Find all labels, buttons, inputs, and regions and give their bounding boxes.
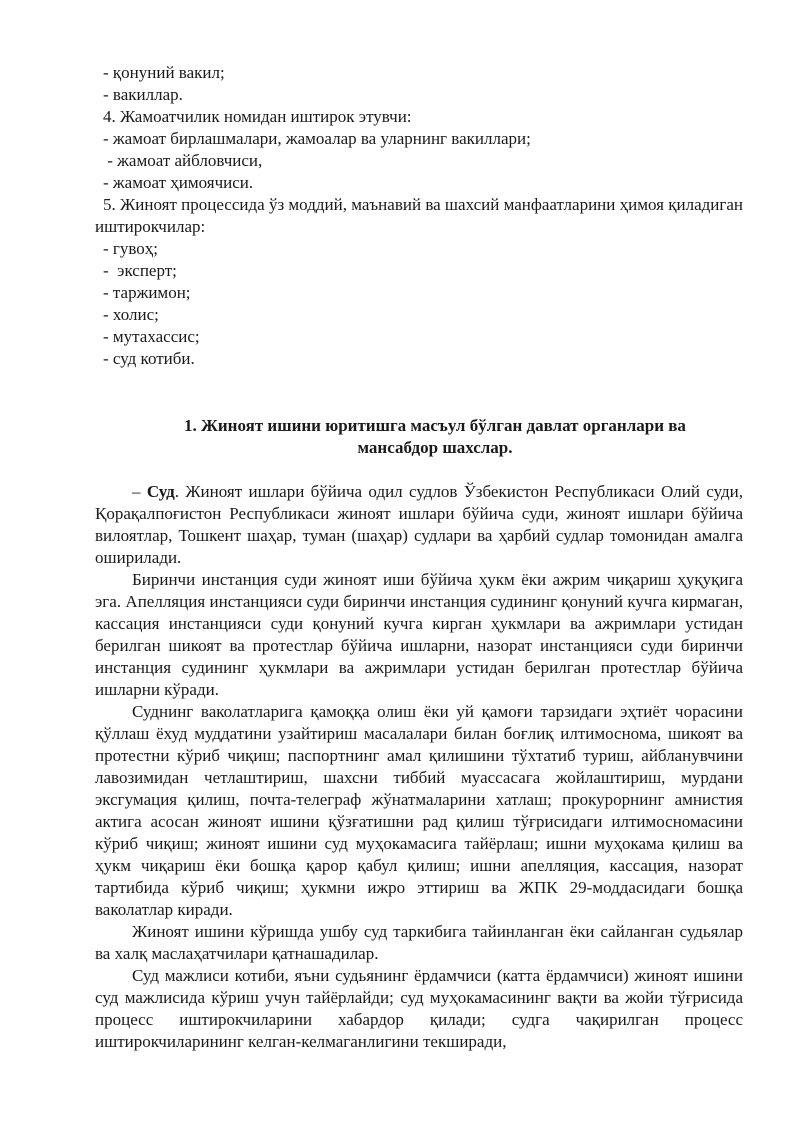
list-item: - вакиллар. bbox=[103, 85, 183, 104]
court-label: Суд bbox=[146, 482, 175, 501]
list-heading-4: 4. Жамоатчилик номидан иштирок этувчи: bbox=[103, 107, 412, 126]
list-item: - жамоат ҳимоячиси. bbox=[103, 173, 254, 192]
document-body bbox=[95, 62, 743, 1053]
list-item: - суд котиби. bbox=[103, 349, 195, 368]
paragraph: Биринчи инстанция суди жиноят иши бўйича ҳукм ёки ажрим чиқариш ҳуқуқига эга. Апелляция инстанцияси суди биринчи инстанция судининг қонуний кучга кирмаган, кассация инстанцияси суди қонуний кучга кирган ҳукмлари ва ажримлари устидан берилган шикоят ва протестлар бўйича ишларни, назорат инстанцияси суди биринчи инстанция судининг ҳукмлари ва ажримлари устидан берилган протестлар бўйича ишларни кўради. bbox=[95, 570, 743, 699]
list-heading-5: 5. Жиноят процессида ўз моддий, маънавий ва шахсий манфаатларини ҳимоя қиладиган иштирокчилар: bbox=[95, 195, 743, 236]
paragraph: Суднинг ваколатларига қамоққа олиш ёки уй қамоғи тарзидаги эҳтиёт чорасини қўллаш ёхуд муддатини узайтириш масалалари билан боғлиқ илтимоснома, шикоят ва протестни кўриб чиқиш; паспортнинг амал қилишини тўхтатиб туриш, айбланувчини лавозимидан четлаштириш, шахсни тиббий муассасага жойлаштириш, мурдани эксгумация қилиш, почта-телеграф жўнатмаларини хатлаш; прокурорнинг амнистия актига асосан жиноят ишини қўзғатишни рад қилиш тўғрисидаги илтимосномасини кўриб чиқиш; жиноят ишини суд муҳокамасига тайёрлаш; ишни муҳокама қилиш ва ҳукм чиқариш ёки бошқа қарор қабул қилиш; ишни апелляция, кассация, назорат тартибида кўриб чиқиш; ҳукмни ижро эттириш ва ЖПК 29-моддасидаги бошқа ваколатлар киради. bbox=[95, 702, 743, 919]
list-item: - жамоат бирлашмалари, жамоалар ва уларнинг вакиллари; bbox=[103, 129, 531, 148]
list-item: - таржимон; bbox=[103, 283, 191, 302]
section-heading: 1. Жиноят ишини юритишга масъул бўлган давлат органлари ва мансабдор шахслар. bbox=[184, 416, 686, 457]
court-text: . Жиноят ишлари бўйича одил судлов Ўзбекистон Республикаси Олий суди, Қорақалпоғистон Республикаси жиноят ишлари бўйича суди, жиноят ишлари бўйича вилоятлар, Тошкент шаҳар, туман (шаҳар) судлари ва ҳарбий судлар томонидан амалга оширилади. bbox=[95, 482, 743, 567]
spacer bbox=[95, 459, 743, 481]
list-item: - эксперт; bbox=[103, 261, 177, 280]
paragraph: Жиноят ишини кўришда ушбу суд таркибига тайинланган ёки сайланган судьялар ва халқ маслаҳатчилари қатнашадилар. bbox=[95, 922, 743, 963]
list-item: - холис; bbox=[103, 305, 159, 324]
paragraph: Суд мажлиси котиби, яъни судьянинг ёрдамчиси (катта ёрдамчиси) жиноят ишини суд мажлисида кўриш учун тайёрлайди; суд муҳокамасининг вақти ва жойи тўғрисида процесс иштирокчиларини хабардор қилади; судга чақирилган процесс иштирокчиларининг келган-келмаганлигини текширади, bbox=[95, 966, 743, 1051]
court-dash: – bbox=[132, 482, 147, 501]
list-item: - жамоат айбловчиси, bbox=[103, 151, 263, 170]
list-item: - мутахассис; bbox=[103, 327, 200, 346]
court-paragraph bbox=[95, 481, 743, 569]
list-item: - гувоҳ; bbox=[103, 239, 159, 258]
list-item: - қонуний вакил; bbox=[103, 63, 225, 82]
spacer bbox=[95, 370, 743, 415]
